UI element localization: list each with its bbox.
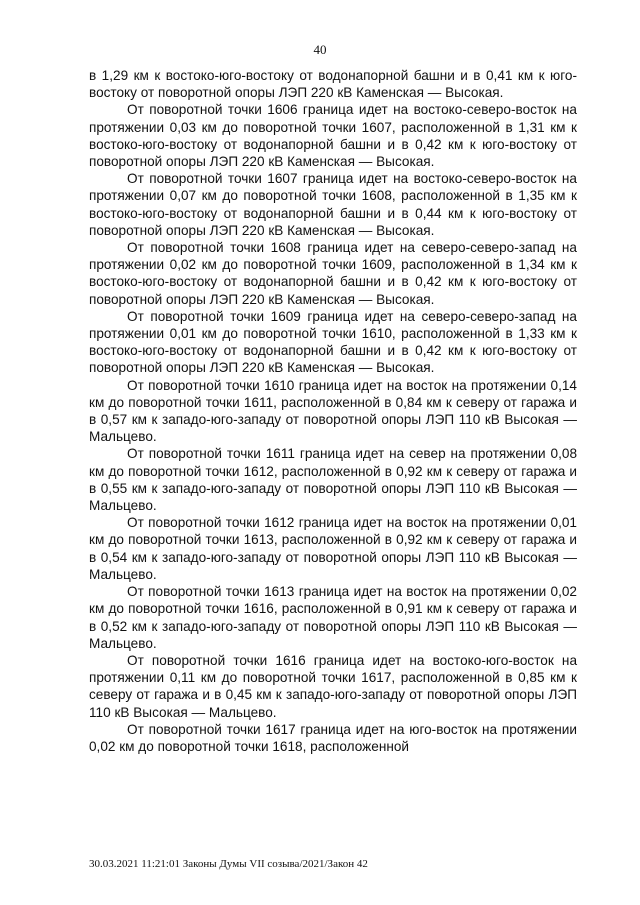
- paragraph: От поворотной точки 1611 граница идет на север на протяжении 0,08 км до поворотной точки 1612, расположенной в 0,92 км к северу от гаража и в 0,55 км к западо-юго-западу от поворотной опоры ЛЭП 110 кВ Высокая — Мальцево.: [89, 446, 577, 514]
- paragraph: От поворотной точки 1617 граница идет на юго-восток на протяжении 0,02 км до поворотной точки 1618, расположенной: [89, 721, 577, 754]
- paragraph: От поворотной точки 1608 граница идет на северо-северо-запад на протяжении 0,02 км до поворотной точки 1609, расположенной в 1,34 км к востоко-юго-востоку от водонапорной башни и в 0,42 км к юго-востоку от поворотной опоры ЛЭП 220 кВ Каменская — Высокая.: [89, 240, 577, 307]
- paragraph: От поворотной точки 1612 граница идет на восток на протяжении 0,01 км до поворотной точки 1613, расположенной в 0,92 км к северу от гаража и в 0,54 км к западо-юго-западу от поворотной опоры ЛЭП 110 кВ Высокая — Мальцево.: [89, 515, 577, 582]
- paragraph: От поворотной точки 1606 граница идет на востоко-северо-восток на протяжении 0,03 км до поворотной точки 1607, расположенной в 1,31 км к востоко-юго-востоку от водонапорной башни и в 0,42 км к юго-востоку от поворотной опоры ЛЭП 220 кВ Каменская — Высокая.: [89, 102, 577, 170]
- paragraph: От поворотной точки 1609 граница идет на северо-северо-запад на протяжении 0,01 км до поворотной точки 1610, расположенной в 1,33 км к востоко-юго-востоку от водонапорной башни и в 0,42 км к юго-востоку от поворотной опоры ЛЭП 220 кВ Каменская — Высокая.: [89, 308, 577, 376]
- footer-stamp: 30.03.2021 11:21:01 Законы Думы VII созыва/2021/Закон 42: [89, 858, 368, 870]
- paragraph: От поворотной точки 1610 граница идет на восток на протяжении 0,14 км до поворотной точки 1611, расположенной в 0,84 км к северу от гаража и в 0,57 км к западо-юго-западу от поворотной опоры ЛЭП 110 кВ Высокая — Мальцево.: [89, 377, 577, 445]
- paragraph: От поворотной точки 1613 граница идет на восток на протяжении 0,02 км до поворотной точки 1616, расположенной в 0,91 км к северу от гаража и в 0,52 км к западо-юго-западу от поворотной опоры ЛЭП 110 кВ Высокая — Мальцево.: [89, 584, 577, 651]
- document-body: [89, 67, 577, 755]
- paragraph: в 1,29 км к востоко-юго-востоку от водонапорной башни и в 0,41 км к юго-востоку от поворотной опоры ЛЭП 220 кВ Каменская — Высокая.: [89, 68, 577, 101]
- paragraph: От поворотной точки 1607 граница идет на востоко-северо-восток на протяжении 0,07 км до поворотной точки 1608, расположенной в 1,35 км к востоко-юго-востоку от водонапорной башни и в 0,44 км к юго-востоку от поворотной опоры ЛЭП 220 кВ Каменская — Высокая.: [89, 171, 577, 238]
- page-number: 40: [313, 42, 327, 57]
- paragraph: От поворотной точки 1616 граница идет на востоко-юго-восток на протяжении 0,11 км до поворотной точки 1617, расположенной в 0,85 км к северу от гаража и в 0,45 км к западо-юго-западу от поворотной опоры ЛЭП 110 кВ Высокая — Мальцево.: [89, 652, 577, 720]
